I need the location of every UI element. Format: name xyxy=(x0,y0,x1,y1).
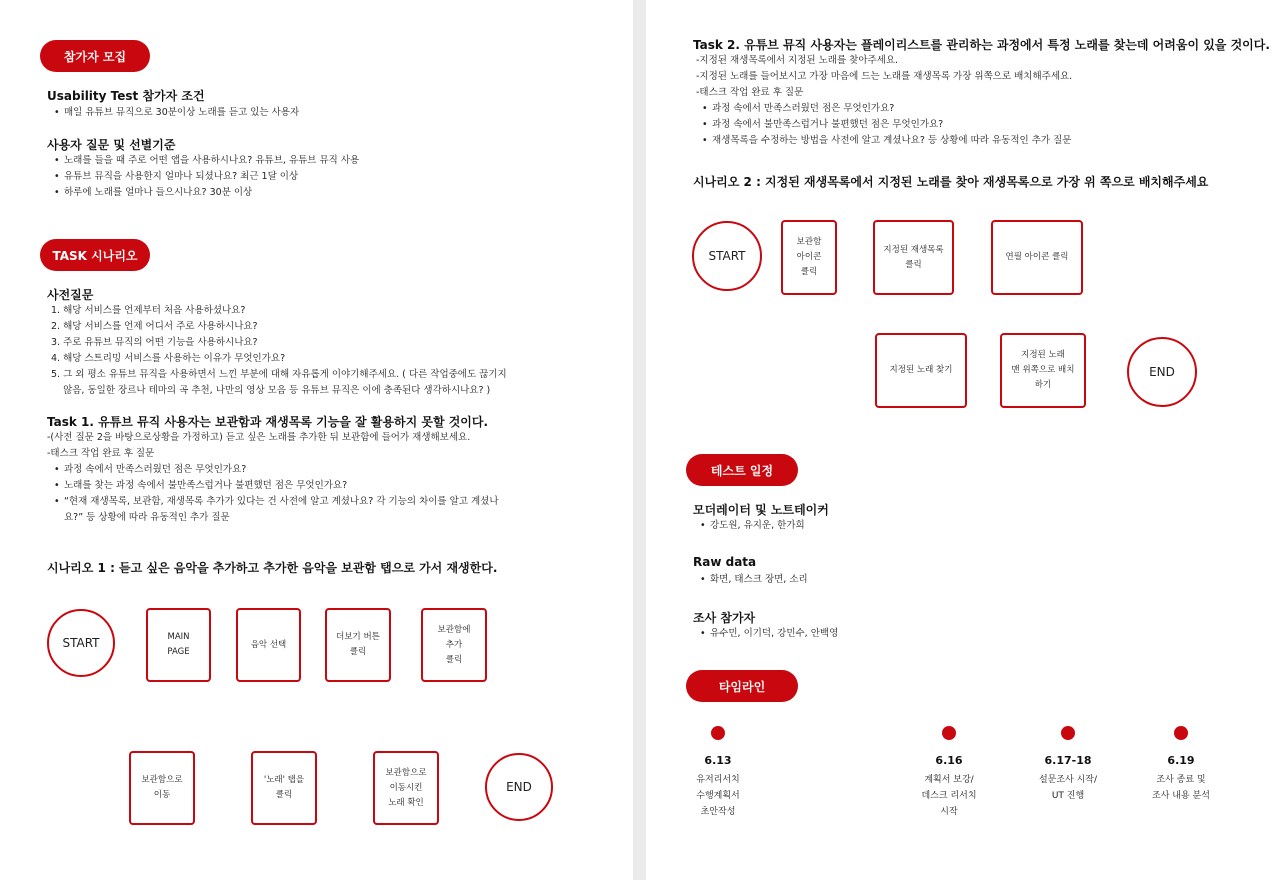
flow2-step: 보관함 아이콘 클릭 xyxy=(781,220,837,295)
task1-bullet: • “현재 재생목록, 보관함, 재생목록 추가가 있다는 건 사전에 알고 계셨나요? 각 기능의 차이를 알고 계셨나요?” 등 상황에 따라 유동적인 추가 질문 xyxy=(64,494,514,526)
flow1-start: START xyxy=(47,609,115,677)
flow2-step: 연필 아이콘 클릭 xyxy=(991,220,1083,295)
task2-line: -태스크 작업 완료 후 질문 xyxy=(696,87,804,98)
flow1-step: MAIN PAGE xyxy=(146,608,211,682)
flow2-start: START xyxy=(692,221,762,291)
question-item: • 노래를 들을 때 주로 어떤 앱을 사용하시나요? 유튜브, 유튜브 뮤직 사용 xyxy=(64,153,359,169)
pre-question-item: 2. 해당 서비스를 언제 어디서 주로 사용하시나요? xyxy=(51,321,258,332)
page-divider xyxy=(633,0,646,880)
timeline-pill: 타임라인 xyxy=(686,670,798,702)
timeline-desc: 설문조사 시작/ UT 진행 xyxy=(1038,775,1098,801)
task-scenario-pill: TASK 시나리오 xyxy=(40,239,150,271)
task2-bullet: • 재생목록을 수정하는 방법을 사전에 알고 계셨나요? 등 상황에 따라 유동적인 추가 질문 xyxy=(712,133,1071,149)
flow1-step: 보관함으로 이동 xyxy=(129,751,195,825)
task2-line: -지정된 노래를 들어보시고 가장 마음에 드는 노래를 재생목록 가장 위쪽으로 배치해주세요. xyxy=(696,71,1073,82)
task1-title: Task 1. 유튜브 뮤직 사용자는 보관함과 재생목록 기능을 잘 활용하지 못할 것이다. xyxy=(47,415,489,429)
flow2-end: END xyxy=(1127,337,1197,407)
rawdata-item: • 화면, 태스크 장면, 소리 xyxy=(710,572,808,588)
timeline-dot xyxy=(711,726,725,740)
timeline-desc: 조사 종료 및 조사 내용 분석 xyxy=(1152,775,1210,801)
flow1-end: END xyxy=(485,753,553,821)
flow1-step: 보관함에 추가 클릭 xyxy=(421,608,487,682)
question-item: • 유튜브 뮤직을 사용한지 얼마나 되셨나요? 최근 1달 이상 xyxy=(64,169,298,185)
condition-item: • 매일 유튜브 뮤직으로 30분이상 노래를 듣고 있는 사용자 xyxy=(64,105,299,121)
condition-title: Usability Test 참가자 조건 xyxy=(47,89,205,103)
task1-line: -(사전 질문 2을 바탕으로상황을 가정하고) 듣고 싶은 노래를 추가한 뒤 보관함에 들어가 재생해보세요. xyxy=(47,432,471,443)
pre-question-item: 1. 해당 서비스를 언제부터 처음 사용하셨나요? xyxy=(51,305,246,316)
moderator-item: • 강도원, 유지운, 한가희 xyxy=(710,518,805,534)
timeline-date: 6.13 xyxy=(704,754,732,767)
timeline-dot xyxy=(942,726,956,740)
participant-item: • 유수민, 이기덕, 강민수, 안백영 xyxy=(710,626,838,642)
pre-question-item: 4. 해당 스트리밍 서비스를 사용하는 이유가 무엇인가요? xyxy=(51,353,286,364)
task1-bullet: • 과정 속에서 만족스러웠던 점은 무엇인가요? xyxy=(64,462,246,478)
moderator-title: 모더레이터 및 노트테이커 xyxy=(693,503,829,517)
rawdata-title: Raw data xyxy=(693,555,757,569)
flow2-step: 지정된 노래 찾기 xyxy=(875,333,967,408)
flow1-step: '노래' 탭을 클릭 xyxy=(251,751,317,825)
pre-question-item: 3. 주로 유튜브 뮤직의 어떤 기능을 사용하시나요? xyxy=(51,337,258,348)
task2-title: Task 2. 유튜브 뮤직 사용자는 플레이리스트를 관리하는 과정에서 특정 노래를 찾는데 어려움이 있을 것이다. xyxy=(693,38,1270,52)
question-item: • 하루에 노래를 얼마나 들으시나요? 30분 이상 xyxy=(64,185,252,201)
task2-line: -지정된 재생목록에서 지정된 노래를 찾아주세요. xyxy=(696,55,899,66)
flow1-step: 더보기 버튼 클릭 xyxy=(325,608,391,682)
pre-question-item: 않음, 동일한 장르나 테마의 곡 추천, 나만의 영상 모음 등 유튜브 뮤직은 이에 충족된다 생각하시나요? ) xyxy=(51,385,491,396)
timeline-date: 6.17-18 xyxy=(1044,754,1092,767)
timeline-dot xyxy=(1174,726,1188,740)
participant-title: 조사 참가자 xyxy=(693,611,756,625)
timeline-date: 6.19 xyxy=(1167,754,1195,767)
scenario1-title: 시나리오 1 : 듣고 싶은 음악을 추가하고 추가한 음악을 보관함 탭으로 가서 재생한다. xyxy=(47,561,498,575)
task2-bullet: • 과정 속에서 만족스러웠던 점은 무엇인가요? xyxy=(712,101,894,117)
timeline-desc: 유저리서치 수행계획서 초안작성 xyxy=(696,775,740,817)
timeline-desc: 계획서 보강/ 데스크 리서치 시작 xyxy=(921,775,977,817)
flow2-step: 지정된 재생목록 클릭 xyxy=(873,220,954,295)
flow1-step: 음악 선택 xyxy=(236,608,301,682)
timeline-date: 6.16 xyxy=(935,754,963,767)
recruit-pill: 참가자 모집 xyxy=(40,40,150,72)
task2-bullet: • 과정 속에서 불만족스럽거나 불편했던 점은 무엇인가요? xyxy=(712,117,943,133)
pre-question-title: 사전질문 xyxy=(47,288,94,302)
question-title: 사용자 질문 및 선별기준 xyxy=(47,138,176,152)
flow2-step: 지정된 노래 맨 위쪽으로 배치 하기 xyxy=(1000,333,1086,408)
task1-line: -태스크 작업 완료 후 질문 xyxy=(47,448,155,459)
scenario2-title: 시나리오 2 : 지정된 재생목록에서 지정된 노래를 찾아 재생목록으로 가장 위 쪽으로 배치해주세요 xyxy=(693,175,1209,189)
task1-bullet: • 노래를 찾는 과정 속에서 불만족스럽거나 불편했던 점은 무엇인가요? xyxy=(64,478,347,494)
pre-question-item: 5. 그 외 평소 유튜브 뮤직을 사용하면서 느낀 부분에 대해 자유롭게 이야기해주세요. ( 다른 작업중에도 끊기지 xyxy=(51,369,507,380)
timeline-dot xyxy=(1061,726,1075,740)
flow1-step: 보관함으로 이동시킨 노래 확인 xyxy=(373,751,439,825)
schedule-pill: 테스트 일정 xyxy=(686,454,798,486)
